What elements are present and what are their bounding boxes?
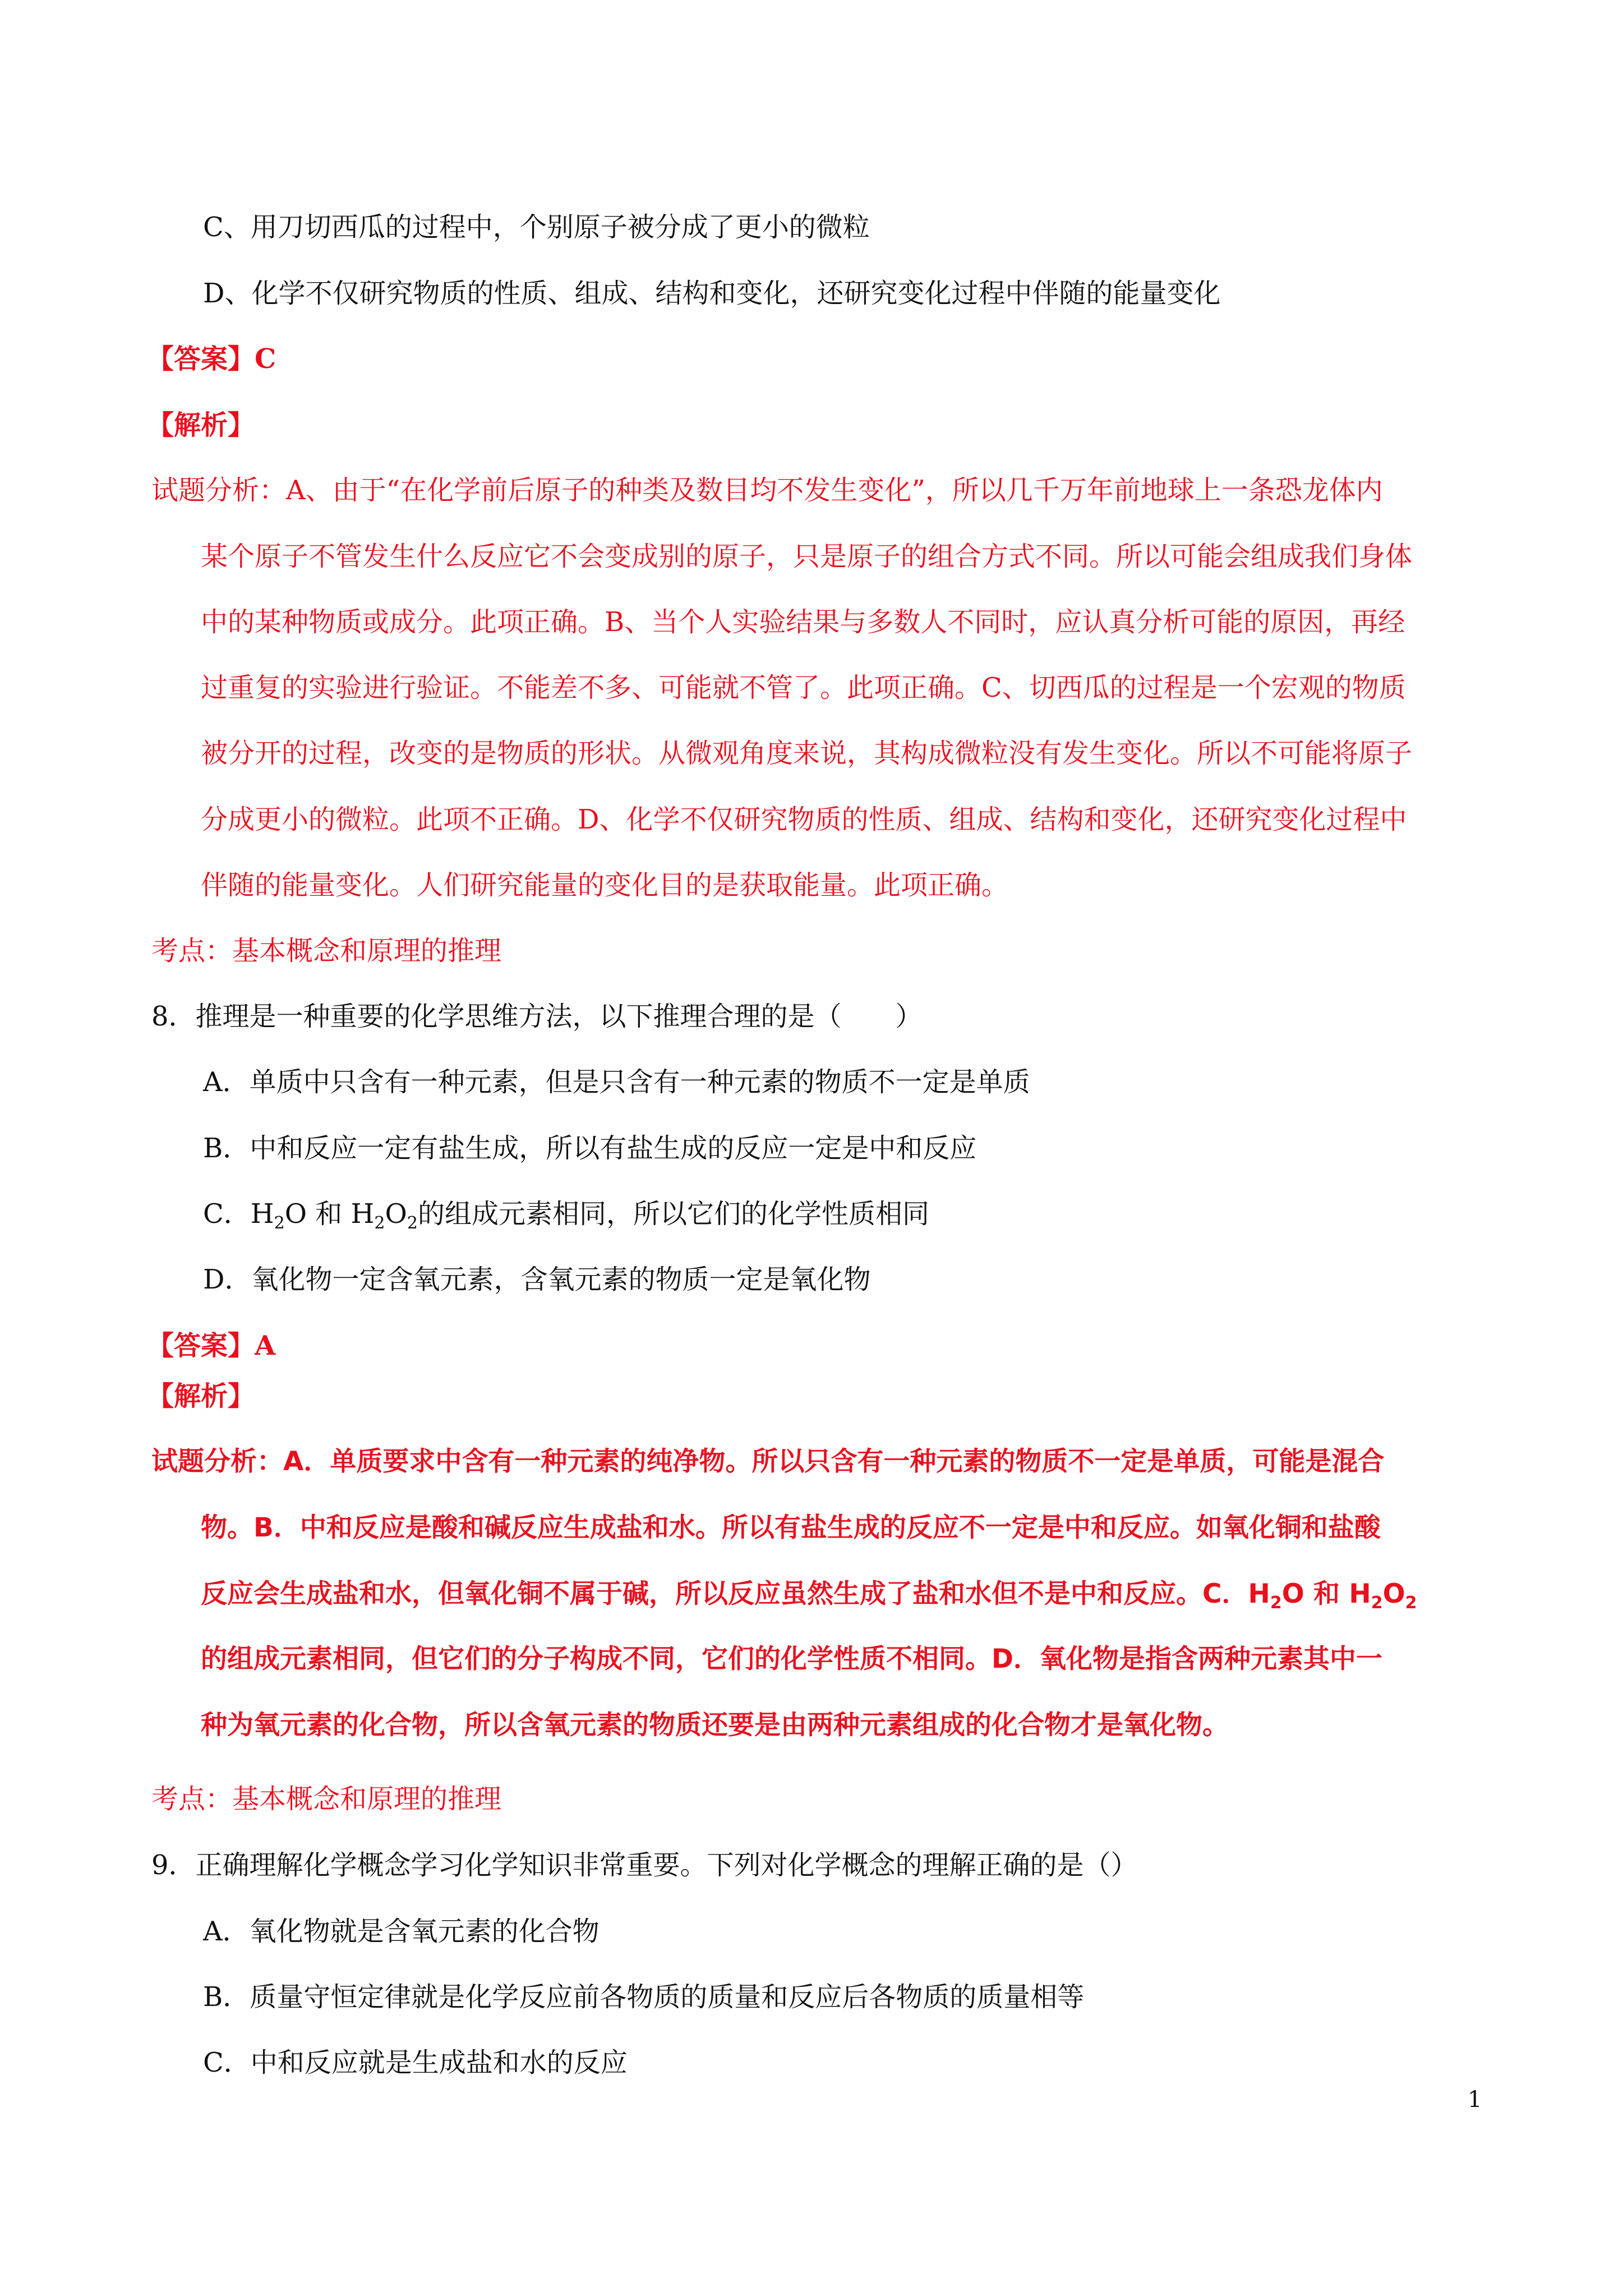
q8-analysis-line: 的组成元素相同，但它们的分子构成不同，它们的化学性质不相同。D．氧化物是指含两种元素其中一 bbox=[201, 1644, 1383, 1674]
q7-option-c: C、用刀切西瓜的过程中，个别原子被分成了更小的微粒 bbox=[203, 211, 870, 243]
q8-analysis-label: 【解析】 bbox=[147, 1381, 255, 1412]
q7-kaodian: 考点：基本概念和原理的推理 bbox=[151, 935, 502, 967]
q7-answer: 【答案】C bbox=[147, 343, 276, 375]
q9-stem: 9．正确理解化学概念学习化学知识非常重要。下列对化学概念的理解正确的是（） bbox=[151, 1849, 1138, 1881]
q8-answer: 【答案】A bbox=[147, 1330, 276, 1361]
q8-option-b: B．中和反应一定有盐生成，所以有盐生成的反应一定是中和反应 bbox=[203, 1133, 977, 1164]
q8-analysis-line: 反应会生成盐和水，但氧化铜不属于碱，所以反应虽然生成了盐和水但不是中和反应。C．$H_2O$ 和 $H_2O_2$ bbox=[201, 1579, 1417, 1613]
q9-option-c: C．中和反应就是生成盐和水的反应 bbox=[203, 2047, 628, 2078]
q7-analysis-line: 过重复的实验进行验证。不能差不多、可能就不管了。此项正确。C、切西瓜的过程是一个宏观的物质 bbox=[201, 672, 1406, 703]
q7-analysis-line: 伴随的能量变化。人们研究能量的变化目的是获取能量。此项正确。 bbox=[201, 869, 1009, 901]
q8-analysis-line: 试题分析：A．单质要求中含有一种元素的纯净物。所以只含有一种元素的物质不一定是单质，可能是混合 bbox=[151, 1446, 1385, 1477]
q9-option-a: A．氧化物就是含氧元素的化合物 bbox=[203, 1916, 600, 1947]
q8-kaodian: 考点：基本概念和原理的推理 bbox=[151, 1783, 502, 1815]
q8-stem: 8．推理是一种重要的化学思维方法，以下推理合理的是（ ） bbox=[151, 1001, 923, 1032]
q9-option-b: B．质量守恒定律就是化学反应前各物质的质量和反应后各物质的质量相等 bbox=[203, 1981, 1085, 2013]
q7-analysis-line: 被分开的过程，改变的是物质的形状。从微观角度来说，其构成微粒没有发生变化。所以不可能将原子 bbox=[201, 738, 1413, 769]
q7-analysis-line: 分成更小的微粒。此项不正确。D、化学不仅研究物质的性质、组成、结构和变化，还研究变化过程中 bbox=[201, 804, 1407, 835]
q7-option-d: D、化学不仅研究物质的性质、组成、结构和变化，还研究变化过程中伴随的能量变化 bbox=[203, 278, 1221, 309]
q8-option-d: D．氧化物一定含氧元素，含氧元素的物质一定是氧化物 bbox=[203, 1264, 871, 1295]
q8-option-a: A．单质中只含有一种元素，但是只含有一种元素的物质不一定是单质 bbox=[203, 1066, 1030, 1098]
q8-analysis-line: 种为氧元素的化合物，所以含氧元素的物质还要是由两种元素组成的化合物才是氧化物。 bbox=[201, 1710, 1229, 1741]
q7-analysis-line: 中的某种物质或成分。此项正确。B、当个人实验结果与多数人不同时，应认真分析可能的原因，再经 bbox=[201, 606, 1405, 638]
q8-analysis-line: 物。B．中和反应是酸和碱反应生成盐和水。所以有盐生成的反应不一定是中和反应。如氧化铜和盐酸 bbox=[201, 1512, 1381, 1543]
q7-analysis-line: 某个原子不管发生什么反应它不会变成别的原子，只是原子的组合方式不同。所以可能会组成我们身体 bbox=[201, 541, 1413, 572]
q8-option-c: C．$H_2O$ 和 $H_2O_2$的组成元素相同，所以它们的化学性质相同 bbox=[203, 1198, 929, 1233]
q7-analysis-line: 试题分析：A、由于“在化学前后原子的种类及数目均不发生变化”，所以几千万年前地球上一条恐龙体内 bbox=[151, 475, 1383, 506]
q7-analysis-label: 【解析】 bbox=[147, 409, 255, 441]
page-number: 1 bbox=[1468, 2087, 1482, 2113]
